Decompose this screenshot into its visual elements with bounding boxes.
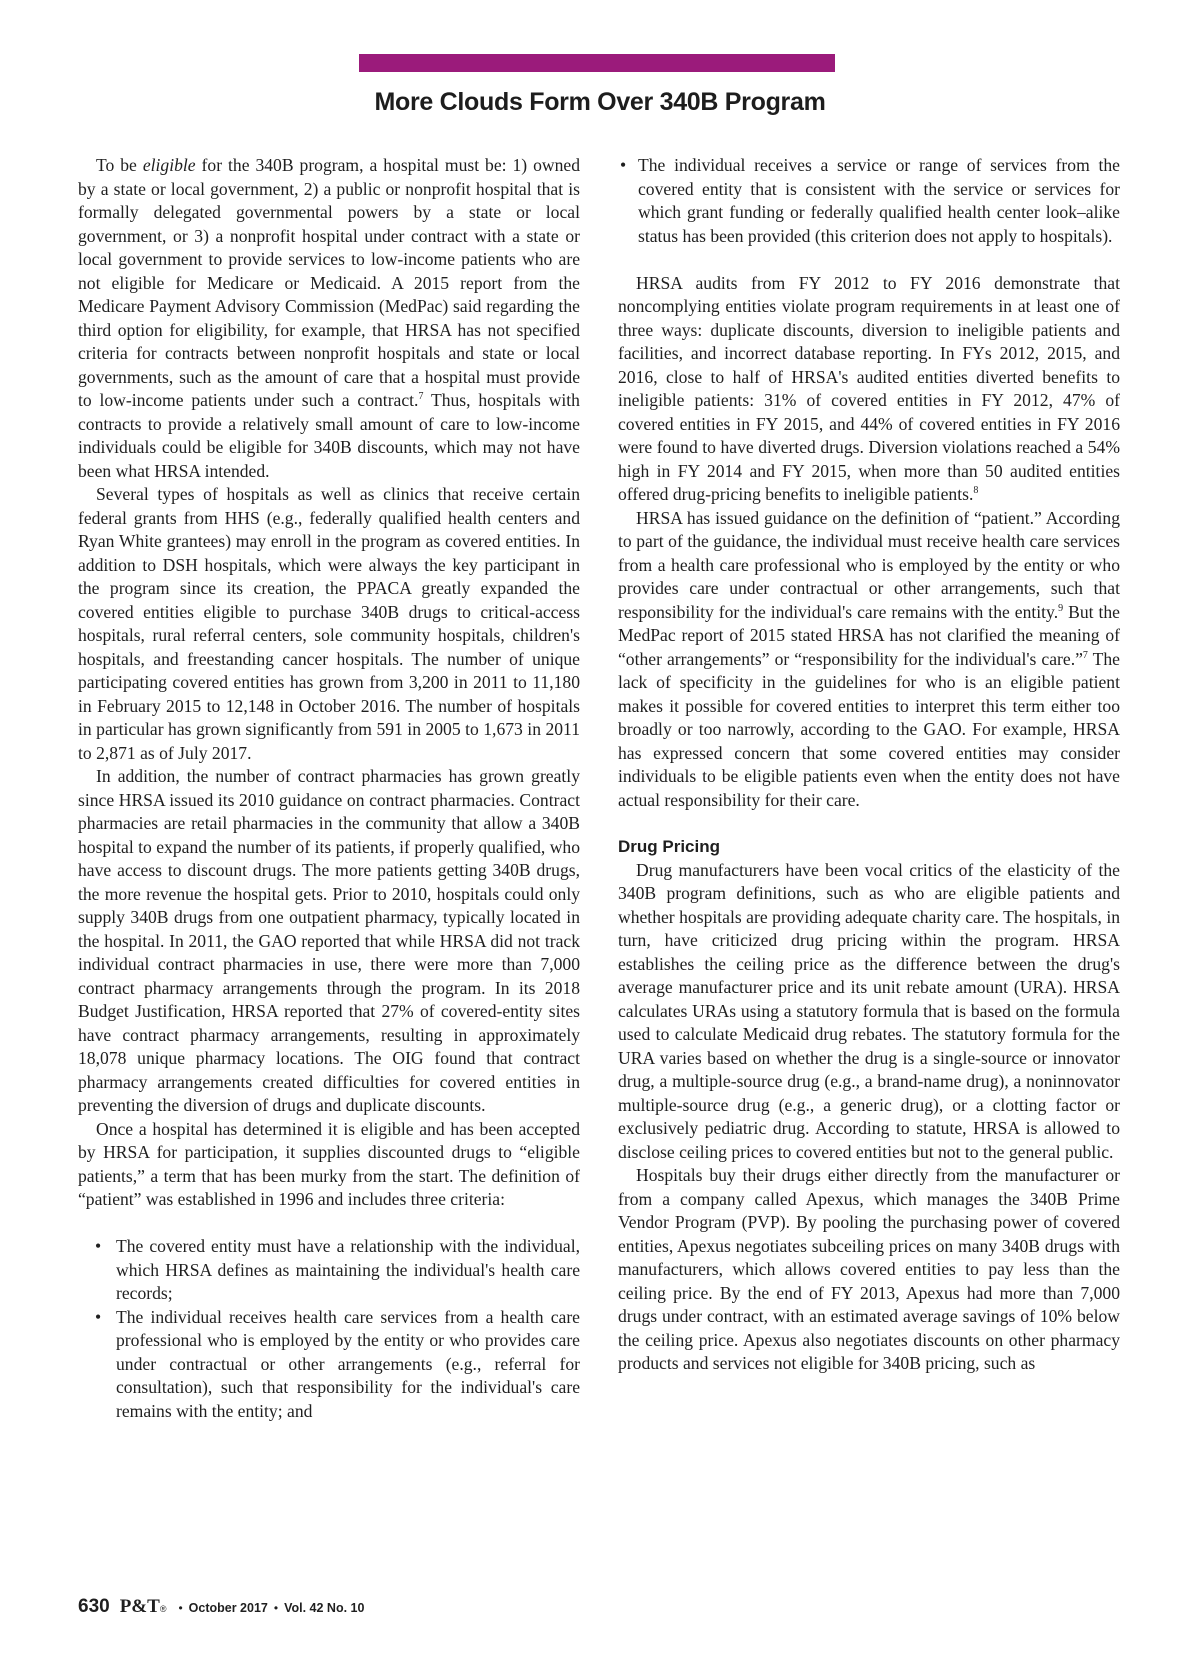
article-title: More Clouds Form Over 340B Program bbox=[374, 88, 826, 116]
paragraph-covered-entities: Several types of hospitals as well as clinics that receive certain federal grants from HHS (e.g., federally qualified health centers and Ryan White grantees) may enroll in the program as covered entities. In addition to DSH hospitals, which were always the key participant in the program since its creation, the PPACA greatly expanded the covered entities eligible to purchase 340B drugs to critical-access hospitals, rural referral centers, sole community hospitals, children's hospitals, and freestanding cancer hospitals. The number of unique participating covered entities has grown from 3,200 in 2011 to 11,180 in February 2015 to 12,148 in October 2016. The number of hospitals in particular has grown significantly from 591 in 2005 to 1,673 in 2011 to 2,871 as of July 2017. bbox=[78, 484, 580, 763]
page-footer bbox=[78, 1596, 364, 1618]
registered-mark: ® bbox=[159, 1604, 167, 1614]
separator-dot: • bbox=[273, 1601, 279, 1615]
publication-name: P&T bbox=[119, 1596, 160, 1617]
paragraph-patient-definition: Once a hospital has determined it is eligible and has been accepted by HRSA for participation, it supplies discounted drugs to “eligible patients,” a term that has been murky from the start. The definition of “patient” was established in 1996 and includes three criteria: bbox=[78, 1118, 580, 1209]
paragraph-drug-pricing: Drug manufacturers have been vocal critics of the elasticity of the 340B program definitions, such as who are eligible patients and whether hospitals are providing adequate charity care. The hospitals, in turn, have criticized drug pricing within the program. HRSA establishes the ceiling price as the difference between the drug's average manufacturer price and its unit rebate amount (URA). HRSA calculates URAs using a statutory formula that is based on the formula used to calculate Medicaid drug rebates. The statutory formula for the URA varies based on whether the drug is a single-source or innovator drug, a multiple-source drug (e.g., a brand-name drug), a noninnovator multiple-source drug (e.g., a generic drug), or a clotting factor or exclusively pediatric drug. According to statute, HRSA is allowed to disclose ceiling prices to covered entities but not to the general public. bbox=[618, 859, 1120, 1162]
criteria-item: • The individual receives a service or range of services from the covered entity that is consistent with the service or services for which grant funding or federally qualified health center look–alike status has been provided (this criterion does not apply to hospitals). bbox=[618, 154, 1120, 248]
paragraph-eligibility: To be eligible for the 340B program, a hospital must be: 1) owned by a state or local government, 2) a public or nonprofit hospital that is formally delegated governmental powers by a state or local government, or 3) a nonprofit hospital under contract with a state or local government to provide services to low-income patients who are not eligible for Medicare or Medicaid. A 2015 report from the Medicare Payment Advisory Commission (MedPac) said regarding the third option for eligibility, for example, that HRSA has not specified criteria for contracts between nonprofit hospitals and state or local governments, such as the amount of care that a hospital must provide to low-income patients under such a contract.$^7$ Thus, hospitals with contracts to provide a relatively small amount of care to low-income individuals could be eligible for 340B discounts, which may not have been what HRSA intended. bbox=[78, 155, 580, 481]
criteria-list-continued bbox=[618, 154, 1120, 248]
reference-marker: 9 bbox=[1058, 602, 1064, 614]
right-column bbox=[618, 154, 1120, 1376]
paragraph-hrsa-audits: HRSA audits from FY 2012 to FY 2016 demonstrate that noncomplying entities violate program requirements in at least one of three ways: duplicate discounts, diversion to ineligible patients and facilities, and incorrect database reporting. In FYs 2012, 2015, and 2016, close to half of HRSA's audited entities diverted benefits to ineligible patients: 31% of covered entities in FY 2012, 47% of covered entities in FY 2015, and 44% of covered entities in FY 2016 were found to have diverted drugs. Diversion violations reached a 54% high in FY 2014 and FY 2015, when more than 50 audited entities offered drug-pricing benefits to ineligible patients.$^8$ bbox=[618, 272, 1120, 504]
left-column bbox=[78, 154, 580, 1423]
criteria-item: • The covered entity must have a relationship with the individual, which HRSA defines as maintaining the individual's health care records; bbox=[78, 1235, 580, 1306]
reference-marker: 7 bbox=[418, 391, 424, 403]
issue-date: October 2017 bbox=[188, 1601, 268, 1615]
reference-marker: 8 bbox=[973, 485, 979, 497]
paragraph-contract-pharmacies: In addition, the number of contract pharmacies has grown greatly since HRSA issued its 2010 guidance on contract pharmacies. Contract pharmacies are retail pharmacies in the community that allow a 340B hospital to expand the number of its patients, if properly qualified, who have access to discount drugs. The more patients getting 340B drugs, the more revenue the hospital gets. Prior to 2010, hospitals could only supply 340B drugs from one outpatient pharmacy, typically located in the hospital. In 2011, the GAO reported that while HRSA did not track individual contract pharmacies in use, there were more than 7,000 contract pharmacy arrangements through the program. In its 2018 Budget Justification, HRSA reported that 27% of covered-entity sites have contract pharmacy arrangements, resulting in approximately 18,078 unique pharmacy locations. The OIG found that contract pharmacy arrangements created difficulties for covered entities in preventing the diversion of drugs and duplicate discounts. bbox=[78, 766, 580, 1115]
reference-marker: 7 bbox=[1082, 649, 1088, 661]
criteria-item: • The individual receives health care services from a health care professional who is employed by the entity or who provides care under contractual or other arrangements (e.g., referral for consultation), such that responsibility for the individual's care remains with the entity; and bbox=[78, 1306, 580, 1424]
emphasis-eligible: eligible bbox=[142, 155, 196, 175]
section-heading-drug-pricing: Drug Pricing bbox=[618, 837, 721, 856]
header-accent-bar bbox=[359, 54, 835, 72]
page-number: 630 bbox=[78, 1596, 110, 1617]
paragraph-patient-guidance: HRSA has issued guidance on the definition of “patient.” According to part of the guidance, the individual must receive health care services from a health care professional who is employed by the entity or who provides care under contractual or other arrangements, such that responsibility for the individual's care remains with the entity.$^9$ But the MedPac report of 2015 stated HRSA has not clarified the meaning of “other arrangements” or “responsibility for the individual's care.”$^7$ The lack of specificity in the guidelines for who is an eligible patient makes it possible for covered entities to interpret this term either too broadly or too narrowly, according to the GAO. For example, HRSA has expressed concern that some covered entities may consider individuals to be eligible patients even when the entity does not have actual responsibility for their care. bbox=[618, 507, 1120, 810]
separator-dot: • bbox=[178, 1601, 183, 1615]
criteria-list bbox=[78, 1235, 580, 1423]
issue-volume: Vol. 42 No. 10 bbox=[284, 1601, 365, 1615]
paragraph-apexus: Hospitals buy their drugs either directly from the manufacturer or from a company called Apexus, which manages the 340B Prime Vendor Program (PVP). By pooling the purchasing power of covered entities, Apexus negotiates subceiling prices on many 340B drugs with manufacturers, which allows covered entities to pay less than the ceiling price. By the end of FY 2013, Apexus had more than 7,000 drugs under contract, with an estimated average savings of 10% below the ceiling price. Apexus also negotiates discounts on other pharmacy products and services not eligible for 340B pricing, such as bbox=[618, 1165, 1120, 1373]
